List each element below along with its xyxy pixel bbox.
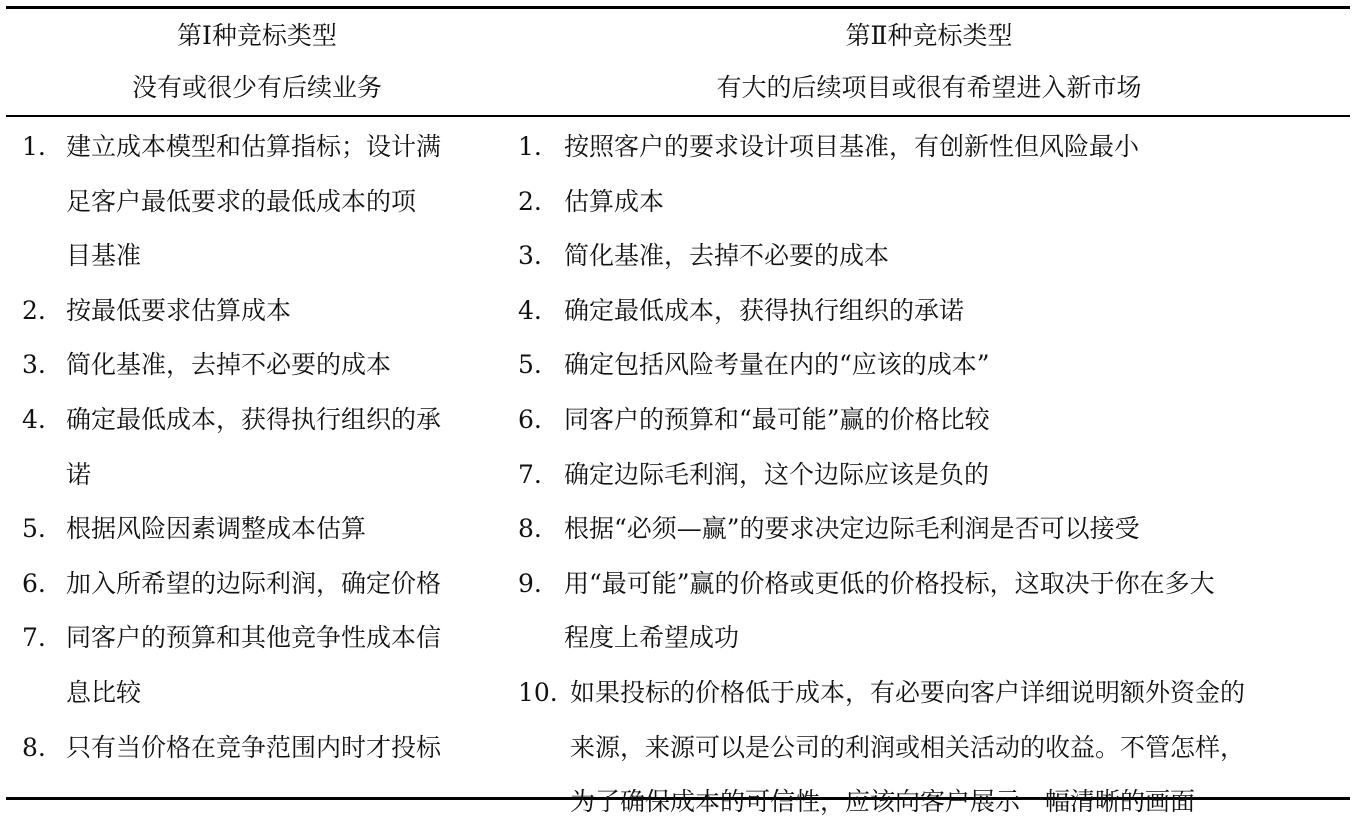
item-number: 8. bbox=[518, 514, 542, 544]
item-text: 确定包括风险考量在内的“应该的成本” bbox=[564, 350, 990, 380]
list-item bbox=[518, 393, 1350, 448]
list-item bbox=[22, 338, 508, 393]
item-text: 按最低要求估算成本 bbox=[66, 295, 292, 325]
list-item bbox=[518, 229, 1350, 284]
item-text: 估算成本 bbox=[564, 186, 665, 216]
item-text: 用“最可能”赢的价格或更低的价格投标，这取决于你在多大 程度上希望成功 bbox=[564, 568, 1215, 653]
item-number: 7. bbox=[518, 459, 542, 489]
item-number: 7. bbox=[22, 623, 46, 653]
list-item bbox=[518, 502, 1350, 557]
top-rule bbox=[6, 6, 1350, 9]
item-text: 按照客户的要求设计项目基准，有创新性但风险最小 bbox=[564, 132, 1140, 161]
left-column-header bbox=[6, 10, 508, 114]
list-item bbox=[518, 557, 1350, 666]
list-item bbox=[518, 666, 1350, 830]
item-number: 3. bbox=[22, 350, 46, 380]
list-item bbox=[22, 284, 508, 339]
list-item bbox=[518, 175, 1350, 230]
item-text: 同客户的预算和其他竞争性成本信 息比较 bbox=[66, 623, 442, 707]
item-text: 简化基准，去掉不必要的成本 bbox=[564, 241, 890, 271]
item-text: 根据风险因素调整成本估算 bbox=[66, 514, 367, 544]
left-column-title: 第Ⅰ种竞标类型 bbox=[177, 21, 337, 50]
right-column-title: 第Ⅱ种竞标类型 bbox=[845, 21, 1013, 50]
item-number: 1. bbox=[22, 132, 46, 161]
item-number: 1. bbox=[518, 132, 542, 161]
item-number: 4. bbox=[518, 295, 542, 325]
item-text: 如果投标的价格低于成本，有必要向客户详细说明额外资金的 来源，来源可以是公司的利润或相关活动的收益。不管怎样， 为了确保成本的可信性，应该向客户展示一幅清晰的画面 bbox=[570, 677, 1246, 817]
item-text: 只有当价格在竞争范围内时才投标 bbox=[66, 732, 442, 762]
right-column-subtitle: 有大的后续项目或很有希望进入新市场 bbox=[716, 73, 1142, 102]
list-item bbox=[22, 393, 508, 502]
list-item bbox=[22, 611, 508, 720]
item-number: 3. bbox=[518, 241, 542, 271]
item-number: 6. bbox=[22, 568, 46, 598]
left-column-subtitle: 没有或很少有后续业务 bbox=[131, 73, 382, 102]
list-item bbox=[22, 557, 508, 612]
list-item bbox=[518, 284, 1350, 339]
list-item bbox=[518, 120, 1350, 175]
item-number: 10. bbox=[518, 677, 558, 707]
item-text: 简化基准，去掉不必要的成本 bbox=[66, 350, 392, 380]
item-number: 5. bbox=[518, 350, 542, 380]
item-text: 确定边际毛利润，这个边际应该是负的 bbox=[564, 459, 990, 489]
item-text: 确定最低成本，获得执行组织的承 诺 bbox=[66, 404, 442, 489]
item-number: 8. bbox=[22, 732, 46, 762]
list-item bbox=[518, 338, 1350, 393]
list-item bbox=[22, 120, 508, 284]
right-column-header bbox=[508, 10, 1350, 114]
item-number: 5. bbox=[22, 514, 46, 544]
item-number: 4. bbox=[22, 404, 46, 434]
item-text: 加入所希望的边际利润，确定价格 bbox=[66, 568, 442, 598]
left-column-list bbox=[22, 120, 508, 775]
right-column-list bbox=[518, 120, 1350, 830]
item-text: 确定最低成本，获得执行组织的承诺 bbox=[564, 295, 965, 325]
item-number: 2. bbox=[22, 295, 46, 325]
list-item bbox=[22, 502, 508, 557]
item-text: 同客户的预算和“最可能”赢的价格比较 bbox=[564, 404, 990, 434]
item-number: 6. bbox=[518, 404, 542, 434]
item-number: 2. bbox=[518, 186, 542, 216]
list-item bbox=[22, 721, 508, 776]
list-item bbox=[518, 448, 1350, 503]
item-text: 根据“必须—赢”的要求决定边际毛利润是否可以接受 bbox=[564, 514, 1140, 544]
item-text: 建立成本模型和估算指标；设计满 足客户最低要求的最低成本的项 目基准 bbox=[66, 132, 442, 271]
item-number: 9. bbox=[518, 568, 542, 598]
header-rule bbox=[6, 115, 1350, 117]
